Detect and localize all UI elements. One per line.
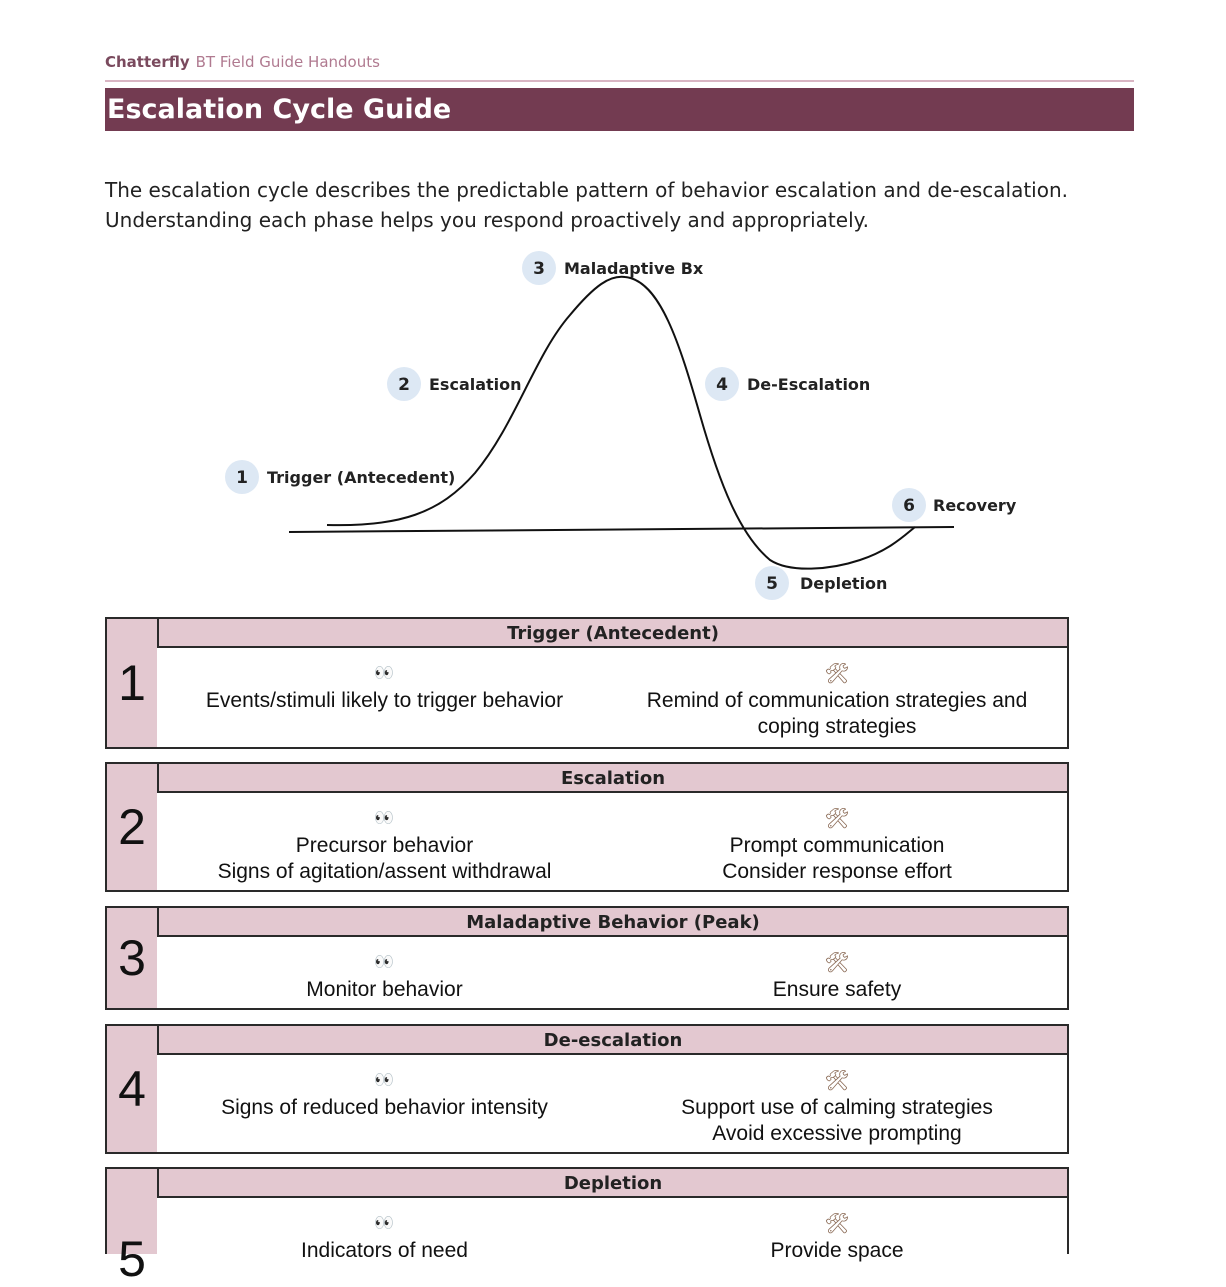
phase-title: Escalation [157,764,1067,793]
observe-column [167,952,602,1003]
stage-number: 5 [766,574,778,594]
respond-column [612,663,1062,740]
phase-card-2 [105,762,1069,892]
eyes-icon: 👀 [374,810,395,827]
respond-text: coping strategies [757,715,917,738]
respond-column [612,1070,1062,1147]
phase-title: Maladaptive Behavior (Peak) [157,908,1067,937]
tools-icon: 🛠 [824,663,850,685]
stage-2-marker [387,367,522,401]
stage-label: Escalation [429,375,522,394]
respond-text: Remind of communication strategies and [646,689,1028,712]
phase-card-5 [105,1167,1069,1287]
handout-subtitle: BT Field Guide Handouts [195,53,380,71]
phase-number: 3 [107,908,157,1008]
stage-number: 4 [716,375,728,395]
observe-column [167,808,602,885]
baseline [289,527,954,532]
phase-title: Depletion [157,1169,1067,1198]
respond-text: Avoid excessive prompting [712,1122,962,1145]
respond-text: Ensure safety [772,978,902,1001]
eyes-icon: 👀 [374,1072,395,1089]
eyes-icon: 👀 [374,1215,395,1232]
header-divider [105,80,1134,82]
tools-icon: 🛠 [824,1070,850,1092]
respond-column [612,808,1062,885]
phase-number [107,1169,157,1287]
intro-line-1: The escalation cycle describes the predictable pattern of behavior escalation and de-escalation. [105,178,1068,202]
eyes-icon: 👀 [374,954,395,971]
page-title: Escalation Cycle Guide [105,88,1134,131]
stage-label: Trigger (Antecedent) [267,468,456,487]
phase-title: Trigger (Antecedent) [157,619,1067,648]
intro-paragraph [105,175,1115,235]
handout-header [105,53,380,71]
intro-line-2: Understanding each phase helps you respond proactively and appropriately. [105,208,869,232]
cycle-curve [327,277,915,569]
stage-3-marker [522,251,704,285]
stage-4-marker [705,367,870,401]
observe-text: Signs of reduced behavior intensity [221,1096,548,1119]
stage-label: Maladaptive Bx [564,259,704,278]
respond-text: Consider response effort [722,860,952,883]
stage-label: Depletion [800,574,888,593]
stage-number: 2 [398,375,410,395]
stage-5-marker [755,566,887,600]
respond-text: Provide space [770,1239,904,1262]
phase-card-4 [105,1024,1069,1154]
stage-number: 6 [903,496,915,516]
observe-text: Indicators of need [301,1239,468,1262]
phase-number: 1 [107,619,157,747]
observe-column [167,1070,602,1121]
stage-6-marker [892,488,1017,522]
observe-text: Events/stimuli likely to trigger behavior [205,689,564,712]
phase-number-text: 5 [118,1231,146,1287]
phase-card-1 [105,617,1069,749]
brand-name: Chatterfly [105,53,190,71]
stage-1-marker [225,460,455,494]
respond-text: Support use of calming strategies [681,1096,993,1119]
stage-number: 3 [533,259,545,279]
phase-title: De-escalation [157,1026,1067,1055]
tools-icon: 🛠 [824,952,850,974]
stage-number: 1 [236,468,248,488]
observe-text: Monitor behavior [306,978,463,1001]
phase-number: 2 [107,764,157,890]
tools-icon: 🛠 [824,808,850,830]
observe-column [167,1213,602,1264]
stage-label: De-Escalation [747,375,871,394]
respond-column [612,952,1062,1003]
escalation-cycle-diagram [0,245,1226,615]
observe-text: Signs of agitation/assent withdrawal [217,860,552,883]
respond-column [612,1213,1062,1264]
phase-number: 4 [107,1026,157,1152]
stage-label: Recovery [933,496,1017,515]
tools-icon: 🛠 [824,1213,850,1235]
respond-text: Prompt communication [729,834,945,857]
observe-column [167,663,602,714]
eyes-icon: 👀 [374,665,395,682]
observe-text: Precursor behavior [295,834,474,857]
phase-card-3 [105,906,1069,1010]
